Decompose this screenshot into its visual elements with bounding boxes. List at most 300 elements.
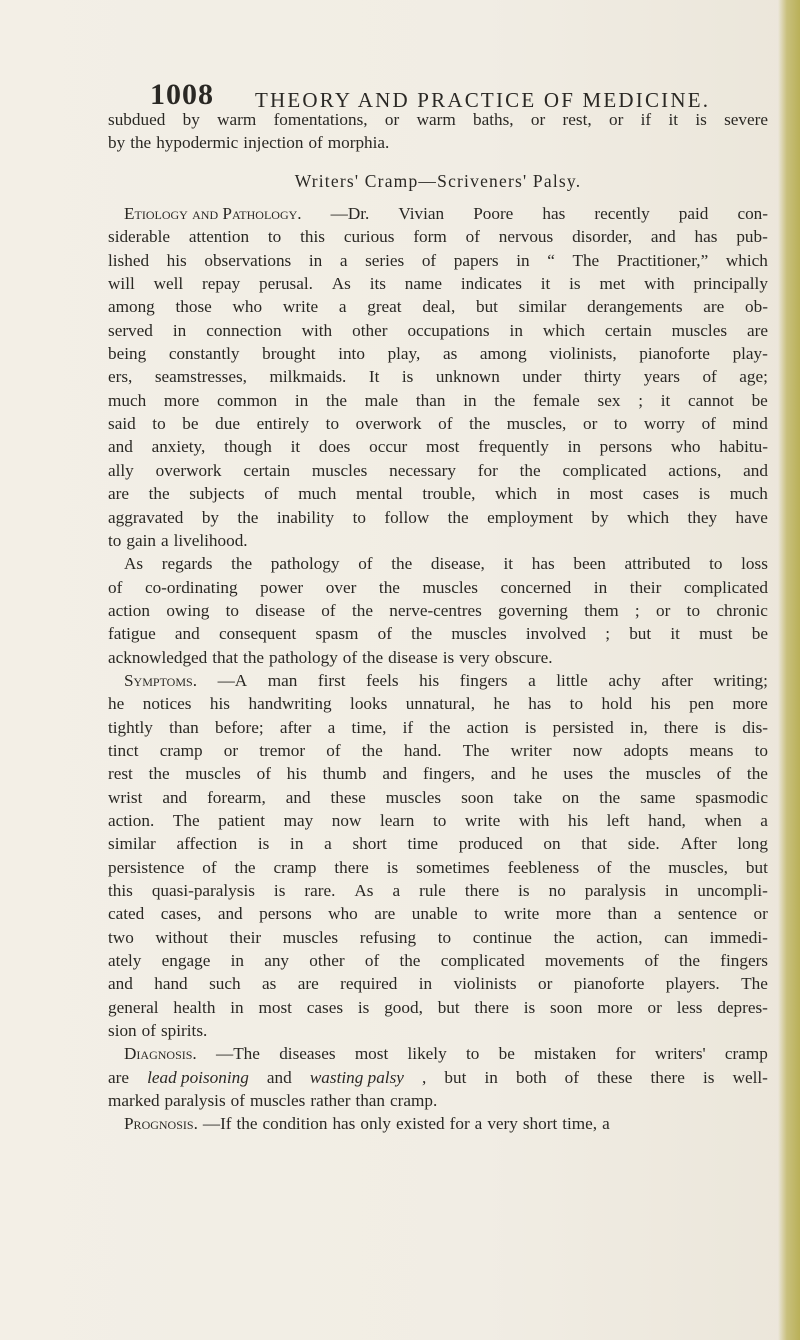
word: a — [338, 297, 347, 317]
word: entirely — [256, 414, 310, 434]
word: is — [518, 881, 530, 900]
word: The — [172, 810, 200, 830]
word: are — [374, 904, 396, 924]
text-line — [108, 856, 768, 879]
word: wrist — [108, 787, 143, 807]
word: write — [282, 297, 319, 317]
word: movements — [544, 951, 625, 971]
word: the — [148, 764, 170, 784]
word: disorder, — [572, 227, 632, 247]
word: a — [474, 1114, 483, 1134]
word: being — [108, 344, 147, 364]
word: warm — [217, 110, 257, 129]
word: hold — [601, 694, 633, 714]
word: of — [702, 367, 717, 387]
word: uncompli- — [697, 881, 768, 900]
word: male — [364, 390, 399, 410]
word: actions, — [668, 460, 722, 480]
word: —Dr. — [330, 204, 370, 224]
word: rest — [108, 764, 133, 784]
word: their — [629, 577, 662, 597]
word: and — [108, 974, 133, 994]
word: most — [426, 437, 460, 457]
word: are — [108, 1067, 129, 1087]
word: than — [415, 390, 446, 410]
word: the — [429, 717, 451, 737]
word: quasi-paralysis — [151, 881, 255, 900]
word: time — [407, 834, 439, 854]
word: pen — [689, 694, 714, 714]
word: lead poisoning — [147, 1067, 249, 1087]
word: cases — [306, 997, 344, 1017]
word: female — [533, 390, 580, 410]
word: on — [543, 834, 561, 854]
word: short — [522, 1114, 558, 1134]
word: of — [438, 414, 453, 434]
word: action — [466, 717, 509, 737]
word: livelihood. — [173, 530, 248, 550]
word: Practitioner,” — [616, 250, 709, 270]
word: with — [301, 320, 333, 340]
word: is — [442, 647, 455, 667]
word: these — [597, 1067, 633, 1087]
word: owing — [166, 600, 210, 620]
word: to — [325, 414, 340, 434]
word: a — [339, 250, 348, 270]
word: most — [354, 1044, 389, 1064]
word: uses — [563, 764, 594, 784]
word: hypodermic — [156, 133, 239, 153]
word: or — [538, 974, 553, 994]
word: persons — [599, 437, 653, 457]
word: more — [732, 694, 768, 714]
word: which — [542, 320, 585, 340]
word: loss — [741, 554, 768, 574]
word: which — [495, 484, 538, 504]
text-line — [108, 202, 768, 225]
word: must — [699, 624, 733, 644]
word: to — [613, 414, 628, 434]
word: well- — [732, 1067, 768, 1087]
word: fingers — [459, 670, 508, 690]
word: of — [597, 857, 612, 877]
word: muscles — [282, 927, 339, 947]
word: is — [273, 881, 286, 900]
word: existed — [395, 1114, 445, 1134]
word: write — [503, 904, 540, 924]
word: muscles — [311, 460, 368, 480]
word: than — [607, 904, 638, 924]
word: if — [402, 717, 414, 737]
word: cramp — [159, 740, 203, 760]
word: but — [475, 297, 498, 317]
word: pianoforte — [573, 974, 645, 994]
word: ; — [638, 390, 643, 410]
word: or — [608, 110, 624, 129]
word: tightly — [108, 717, 153, 737]
word: follow — [384, 507, 430, 527]
word: papers — [453, 250, 499, 270]
word: said — [108, 414, 136, 434]
word: write — [464, 810, 501, 830]
word: and — [285, 787, 311, 807]
word: After — [680, 834, 717, 854]
word: his — [209, 694, 230, 714]
word: persons — [259, 904, 312, 924]
word: paralysis — [164, 1091, 226, 1111]
word: the — [236, 1114, 258, 1134]
word: required — [340, 974, 398, 994]
word: and — [174, 624, 200, 644]
text-line — [108, 1066, 768, 1089]
word: in — [308, 250, 323, 270]
word: with — [518, 810, 550, 830]
word: Poore — [473, 204, 514, 224]
word: the — [361, 740, 383, 760]
word: attention — [188, 227, 250, 247]
word: patient — [218, 810, 265, 830]
word: these — [330, 787, 366, 807]
word: his — [419, 670, 440, 690]
word: is — [523, 997, 536, 1017]
word: that — [212, 647, 239, 667]
word: in — [593, 577, 608, 597]
word: cases — [642, 484, 679, 504]
text-line — [108, 949, 768, 972]
word: he — [531, 764, 548, 784]
word: on — [562, 787, 580, 807]
word: form — [413, 227, 447, 247]
word: consequent — [218, 624, 297, 644]
word: which — [725, 250, 768, 270]
word: Vivian — [398, 204, 445, 224]
text-line — [108, 389, 768, 412]
word: there — [650, 1067, 685, 1087]
word: as — [442, 344, 458, 364]
word: by — [201, 507, 219, 527]
word: , — [422, 1067, 427, 1087]
text-line — [108, 599, 768, 622]
word: curious — [343, 227, 395, 247]
word: obscure. — [494, 647, 553, 667]
word: is — [357, 997, 370, 1017]
word: if — [640, 110, 652, 129]
word: in, — [629, 717, 648, 737]
word: age; — [739, 367, 768, 387]
word: cramp — [724, 1044, 768, 1064]
word: depres- — [717, 997, 768, 1017]
word: is — [386, 857, 399, 877]
word: by — [591, 507, 609, 527]
word: has — [542, 204, 566, 224]
word: very — [459, 647, 490, 667]
word: continue — [472, 927, 532, 947]
word: is — [401, 367, 414, 387]
word: are — [108, 484, 129, 504]
word: in — [230, 997, 244, 1017]
word: this — [300, 227, 325, 247]
word: the — [243, 647, 265, 667]
word: warm — [416, 110, 456, 129]
word: of — [342, 647, 358, 667]
word: to — [437, 927, 452, 947]
word: —The — [216, 1044, 260, 1064]
word: the — [411, 624, 433, 644]
word: deal, — [422, 297, 456, 317]
word: by — [182, 110, 200, 129]
word: the — [234, 857, 256, 877]
word: or — [223, 740, 239, 760]
word: a — [324, 834, 332, 854]
word: in — [230, 951, 244, 971]
word: there — [474, 997, 509, 1017]
text-line — [108, 996, 768, 1019]
word: cramp — [273, 857, 317, 877]
word: complicated — [683, 577, 768, 597]
word: muscles — [671, 320, 728, 340]
word: perusal. — [259, 274, 313, 294]
word: be — [498, 1044, 515, 1064]
paragraph-continuation — [108, 108, 768, 155]
running-head: THEORY AND PRACTICE OF MEDICINE. — [255, 88, 711, 112]
word: can — [664, 927, 688, 947]
word: muscles — [185, 764, 241, 784]
paragraph-diagnosis — [108, 1042, 768, 1112]
word: it — [660, 390, 671, 410]
word: of — [141, 1021, 156, 1041]
word: It — [368, 367, 380, 387]
word: may — [283, 810, 314, 830]
word: wasting palsy — [309, 1067, 404, 1087]
word: series — [365, 250, 405, 270]
word: thirty — [583, 367, 622, 387]
text-line — [108, 879, 768, 902]
word: a — [392, 881, 401, 900]
word: name — [404, 274, 443, 294]
word: the — [378, 577, 400, 597]
word: subjects — [189, 484, 245, 504]
word: a — [160, 530, 169, 550]
word: be — [751, 624, 768, 644]
word: his — [166, 250, 187, 270]
paragraph-pathology — [108, 552, 768, 669]
word: is — [257, 834, 270, 854]
word: the — [130, 133, 152, 153]
word: pub- — [736, 227, 768, 247]
word: lished — [108, 250, 150, 270]
word: necessary — [389, 460, 456, 480]
word: sentence — [677, 904, 738, 924]
word: refusing — [359, 927, 417, 947]
text-line — [108, 786, 768, 809]
word: man — [267, 670, 298, 690]
word: muscles — [451, 624, 507, 644]
word: unnatural, — [405, 694, 476, 714]
text-line — [108, 295, 768, 318]
paragraph-prognosis — [108, 1112, 768, 1135]
word: it — [668, 110, 678, 129]
word: in — [556, 484, 571, 504]
word: condition — [262, 1114, 328, 1134]
word: but — [437, 997, 460, 1017]
word: when — [704, 810, 742, 830]
word: sex — [597, 390, 621, 410]
page-edge — [778, 0, 800, 1340]
word: adopts — [623, 740, 669, 760]
word: observations — [204, 250, 292, 270]
word: to — [108, 530, 122, 550]
word: baths, — [473, 110, 514, 129]
word: The — [572, 250, 600, 270]
word: than — [355, 1091, 386, 1111]
text-line — [108, 1089, 768, 1112]
text-line — [108, 926, 768, 949]
word: the — [519, 460, 541, 480]
word: is — [703, 1067, 715, 1087]
word: of — [358, 554, 373, 574]
word: has — [332, 1114, 356, 1134]
word: tinct — [108, 740, 139, 760]
word: they — [687, 507, 718, 527]
word: only — [360, 1114, 391, 1134]
word: nerve-centres — [389, 600, 482, 620]
word: unknown — [435, 367, 500, 387]
word: aggravated — [108, 507, 184, 527]
word: he — [493, 694, 510, 714]
word: which — [627, 507, 670, 527]
word: inability — [276, 507, 335, 527]
word: of — [230, 1091, 245, 1111]
word: he — [108, 694, 125, 714]
word: but — [444, 1067, 467, 1087]
word: fatigue — [108, 624, 156, 644]
word: mental — [356, 484, 403, 504]
word: that — [581, 834, 608, 854]
word: the — [237, 507, 259, 527]
word: good, — [384, 997, 423, 1017]
word: recently — [594, 204, 650, 224]
word: persistence — [108, 857, 185, 877]
text-line — [108, 529, 768, 552]
word: overwork — [355, 414, 422, 434]
word: cannot — [688, 390, 734, 410]
word: soon — [461, 787, 494, 807]
word: or — [647, 997, 662, 1017]
text-line — [108, 225, 768, 248]
word: mistaken — [534, 1044, 597, 1064]
text-line — [108, 622, 768, 645]
word: such — [209, 974, 241, 994]
word: are — [297, 974, 319, 994]
word: attributed — [624, 554, 691, 574]
word: met — [599, 274, 626, 294]
word: similar — [518, 297, 567, 317]
text-line — [108, 108, 768, 131]
word: most — [589, 484, 624, 504]
word: action. — [108, 810, 155, 830]
word: side. — [627, 834, 660, 854]
word: very — [487, 1114, 518, 1134]
word: nervous — [498, 227, 554, 247]
word: complicated — [562, 460, 647, 480]
word: in — [294, 390, 309, 410]
word: due — [215, 414, 240, 434]
word: and — [650, 227, 676, 247]
word: other — [352, 320, 388, 340]
word: in — [509, 320, 523, 340]
word: after — [279, 717, 312, 737]
word: sion — [108, 1021, 137, 1041]
word: milkmaids. — [269, 367, 347, 387]
word: unable — [411, 904, 458, 924]
word: fomentations, — [273, 110, 368, 129]
word: worry — [643, 414, 685, 434]
body-text — [108, 108, 768, 1136]
word: of — [701, 414, 716, 434]
word: to — [754, 740, 768, 760]
text-line — [108, 739, 768, 762]
word: principally — [693, 274, 768, 294]
word: now — [572, 740, 603, 760]
text-line — [108, 272, 768, 295]
text-line — [108, 249, 768, 272]
word: governing — [498, 600, 568, 620]
paragraph-etiology — [108, 202, 768, 552]
word: rare. — [304, 881, 336, 900]
word: a — [653, 904, 662, 924]
word: as — [261, 974, 277, 994]
word: cated — [108, 904, 145, 924]
word: brought — [262, 344, 316, 364]
word: any — [264, 951, 290, 971]
word: pathology — [270, 554, 340, 574]
word: achy — [608, 670, 641, 690]
word: rule — [419, 881, 446, 900]
word: among — [479, 344, 527, 364]
word: morphia. — [327, 133, 390, 153]
word: of — [321, 600, 336, 620]
word: less — [676, 997, 703, 1017]
word: in — [484, 1067, 498, 1087]
word: play- — [732, 344, 768, 364]
word: is — [698, 484, 711, 504]
text-line — [108, 809, 768, 832]
word: —A — [217, 670, 248, 690]
word: for — [477, 460, 498, 480]
word: writing; — [713, 670, 768, 690]
word: dis- — [742, 717, 768, 737]
section-lead: Prognosis. — [124, 1114, 198, 1134]
word: fingers, — [422, 764, 475, 784]
word: chronic — [716, 600, 768, 620]
word: there — [663, 717, 699, 737]
word: rather — [310, 1091, 351, 1111]
word: certain — [604, 320, 652, 340]
word: handwriting — [248, 694, 332, 714]
word: similar — [108, 834, 156, 854]
word: muscles, — [668, 857, 728, 877]
word: or — [582, 414, 598, 434]
word: does — [318, 437, 351, 457]
word: and — [743, 460, 768, 480]
word: co-ordinating — [144, 577, 238, 597]
word: it — [540, 274, 551, 294]
word: muscles, — [506, 414, 567, 434]
word: be — [182, 414, 199, 434]
word: the — [629, 857, 651, 877]
word: health — [173, 997, 216, 1017]
word: their — [229, 927, 262, 947]
